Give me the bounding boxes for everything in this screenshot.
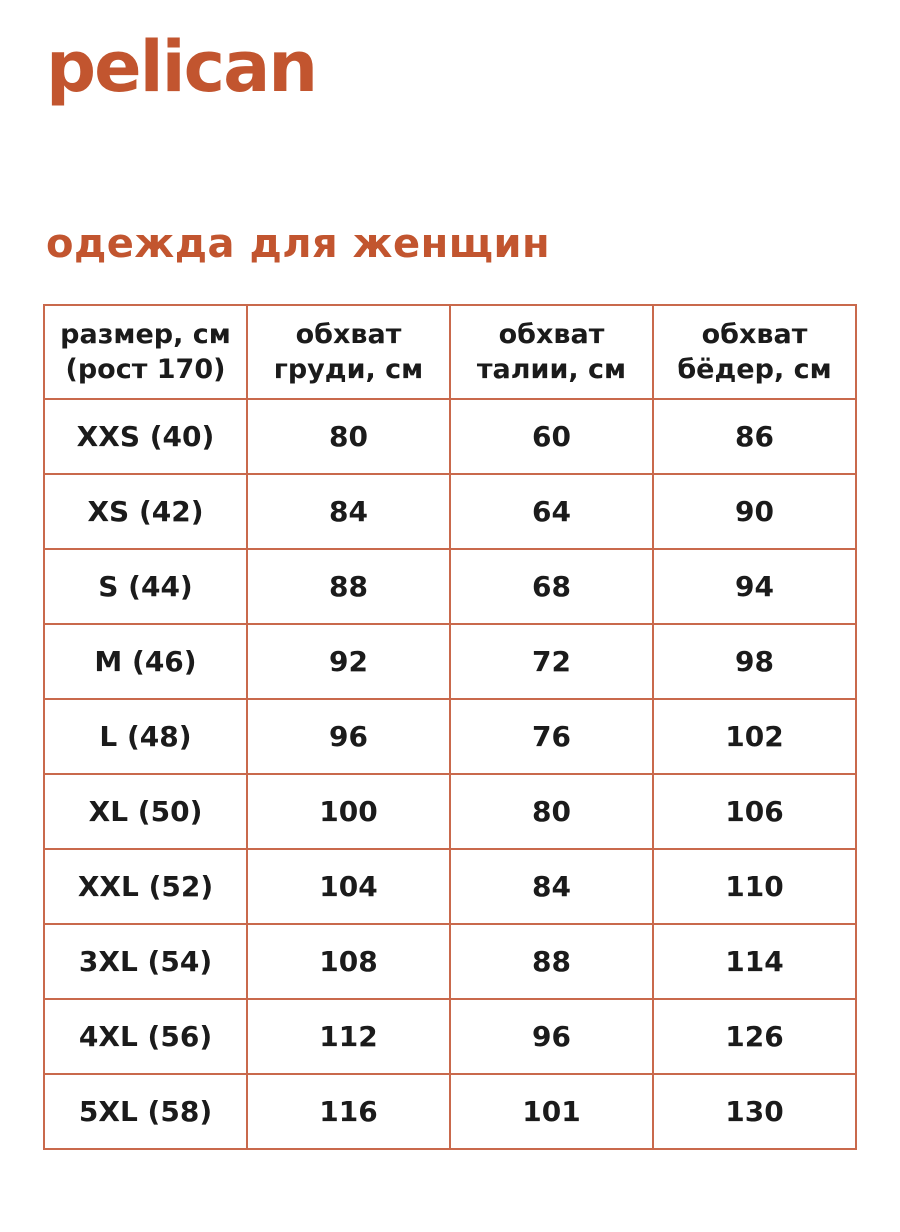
waist-cell: 64 [450, 474, 653, 549]
header-size-line1: размер, см [60, 318, 231, 350]
hips-cell: 110 [653, 849, 856, 924]
table-row [44, 624, 856, 699]
header-chest-line2: груди, см [273, 354, 424, 385]
hips-cell: 114 [653, 924, 856, 999]
hips-cell: 98 [653, 624, 856, 699]
chest-cell: 112 [247, 999, 450, 1074]
page-title: одежда для женщин [46, 221, 551, 267]
hips-cell: 130 [653, 1074, 856, 1149]
waist-cell: 84 [450, 849, 653, 924]
table-header-row [44, 305, 856, 399]
table-row [44, 849, 856, 924]
chest-cell: 80 [247, 399, 450, 474]
chest-cell: 96 [247, 699, 450, 774]
table-row [44, 549, 856, 624]
waist-cell: 88 [450, 924, 653, 999]
hips-cell: 94 [653, 549, 856, 624]
waist-cell: 80 [450, 774, 653, 849]
hips-cell: 86 [653, 399, 856, 474]
header-chest-line1: обхват [295, 318, 402, 350]
size-cell: 4XL (56) [44, 999, 247, 1074]
chest-cell: 108 [247, 924, 450, 999]
table-row [44, 474, 856, 549]
waist-cell: 101 [450, 1074, 653, 1149]
hips-cell: 90 [653, 474, 856, 549]
header-size [44, 305, 247, 399]
pelican-logo: pelican [46, 26, 317, 108]
table-row [44, 999, 856, 1074]
waist-cell: 72 [450, 624, 653, 699]
chest-cell: 104 [247, 849, 450, 924]
size-cell: XXS (40) [44, 399, 247, 474]
chest-cell: 100 [247, 774, 450, 849]
chest-cell: 84 [247, 474, 450, 549]
hips-cell: 102 [653, 699, 856, 774]
size-cell: M (46) [44, 624, 247, 699]
hips-cell: 126 [653, 999, 856, 1074]
chest-cell: 92 [247, 624, 450, 699]
waist-cell: 96 [450, 999, 653, 1074]
chest-cell: 116 [247, 1074, 450, 1149]
header-waist-line2: талии, см [476, 354, 627, 385]
table-row [44, 774, 856, 849]
size-cell: XXL (52) [44, 849, 247, 924]
waist-cell: 68 [450, 549, 653, 624]
header-waist [450, 305, 653, 399]
header-hips [653, 305, 856, 399]
chest-cell: 88 [247, 549, 450, 624]
table-row [44, 699, 856, 774]
size-cell: S (44) [44, 549, 247, 624]
size-cell: L (48) [44, 699, 247, 774]
size-cell: 3XL (54) [44, 924, 247, 999]
table-row [44, 399, 856, 474]
hips-cell: 106 [653, 774, 856, 849]
size-chart-page [0, 26, 900, 1150]
table-row [44, 924, 856, 999]
waist-cell: 60 [450, 399, 653, 474]
header-hips-line1: обхват [701, 318, 808, 350]
size-table [43, 304, 857, 1150]
size-cell: 5XL (58) [44, 1074, 247, 1149]
size-cell: XL (50) [44, 774, 247, 849]
header-hips-line2: бёдер, см [677, 354, 832, 385]
header-chest [247, 305, 450, 399]
table-row [44, 1074, 856, 1149]
size-cell: XS (42) [44, 474, 247, 549]
waist-cell: 76 [450, 699, 653, 774]
header-waist-line1: обхват [498, 318, 605, 350]
header-size-line2: (рост 170) [65, 354, 226, 385]
